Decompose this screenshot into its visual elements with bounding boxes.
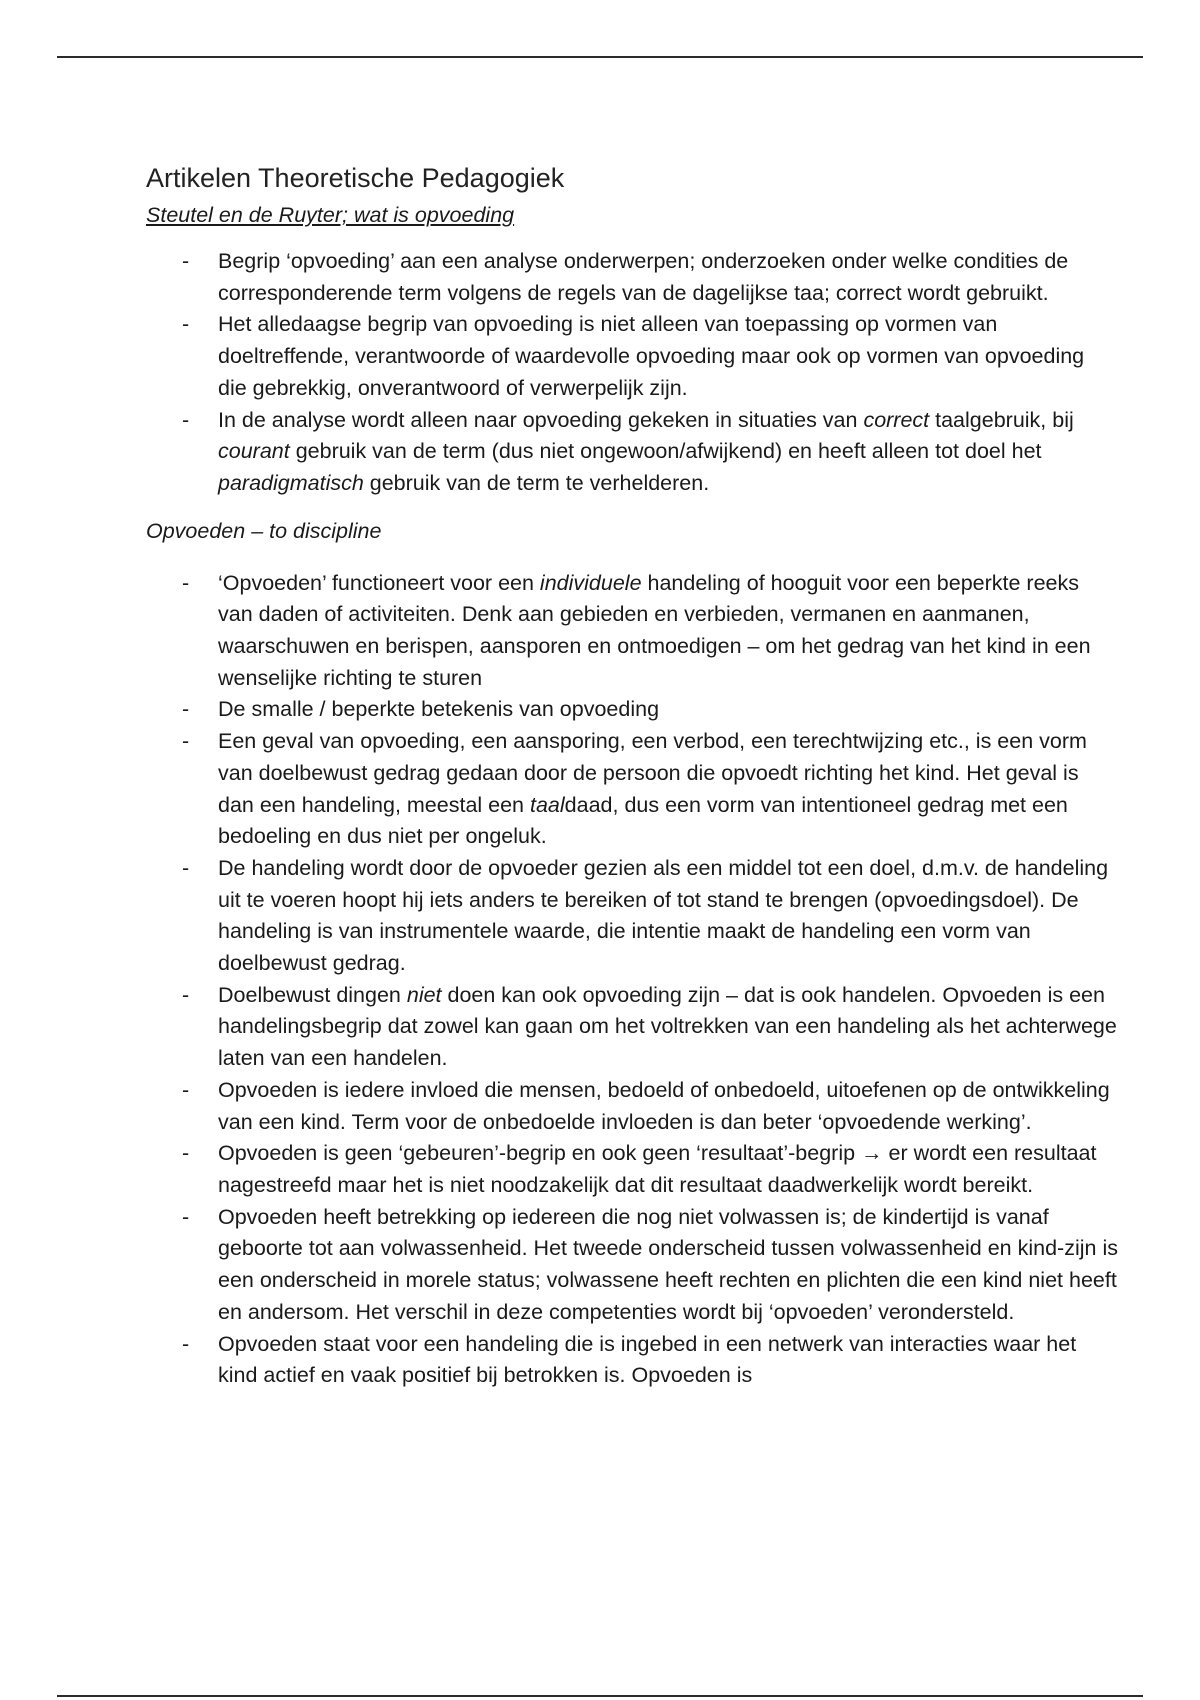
bullet-dash: - <box>182 855 190 880</box>
list-item-text: Doelbewust dingen niet doen kan ook opvoeding zijn – dat is ook handelen. Opvoeden is een handelingsbegrip dat zowel kan gaan om het voltrekken van een handeling als het achterwege laten van een handelen. <box>218 982 1117 1071</box>
bullet-dash: - <box>182 1141 190 1166</box>
list-item <box>146 980 1118 1075</box>
emphasis: niet <box>406 982 442 1007</box>
document-page <box>146 160 1118 1392</box>
list-item-text: Het alledaagse begrip van opvoeding is niet alleen van toepassing op vormen van doeltreffende, verantwoorde of waardevolle opvoeding maar ook op vormen van opvoeding die gebrekkig, onverantwoord of verwerpelijk zijn. <box>218 312 1085 400</box>
list-item-text: De handeling wordt door de opvoeder gezien als een middel tot een doel, d.m.v. de handeling uit te voeren hoopt hij iets anders te bereiken of tot stand te brengen (opvoedingsdoel). De handeling is van instrumentele waarde, die intentie maakt de handeling een vorm van doelbewust gedrag. <box>218 855 1109 976</box>
emphasis: courant <box>218 439 290 464</box>
emphasis: taal <box>530 792 565 817</box>
list-item-text: De smalle / beperkte betekenis van opvoeding <box>218 697 660 722</box>
bullet-dash: - <box>182 982 190 1007</box>
list-item <box>146 309 1118 404</box>
list-item <box>146 568 1118 695</box>
section-heading-steutel: Steutel en de Ruyter; wat is opvoeding <box>146 203 515 227</box>
list-item-text: Opvoeden is iedere invloed die mensen, bedoeld of onbedoeld, uitoefenen op de ontwikkeling van een kind. Term voor de onbedoelde invloeden is dan beter ‘opvoedende werking’. <box>218 1077 1110 1134</box>
list-item-text: ‘Opvoeden’ functioneert voor een individuele handeling of hooguit voor een beperkte reeks van daden of activiteiten. Denk aan gebieden en verbieden, vermanen en aanmanen, waarschuwen en berispen, aansporen en ontmoedigen – om het gedrag van het kind in een wenselijke richting te sturen <box>218 570 1091 690</box>
bullet-dash: - <box>182 697 190 722</box>
list-item <box>146 726 1118 853</box>
list-item <box>146 405 1118 500</box>
bullet-dash: - <box>182 1204 190 1229</box>
list-item <box>146 853 1118 980</box>
bullet-dash: - <box>182 729 190 754</box>
section1-list <box>146 246 1085 500</box>
emphasis: individuele <box>539 570 642 595</box>
bullet-dash: - <box>182 312 190 337</box>
bullet-dash: - <box>182 407 190 432</box>
emphasis: correct <box>863 407 930 432</box>
bullet-dash: - <box>182 570 190 595</box>
top-divider <box>57 56 1143 58</box>
section2-list <box>146 568 1118 1392</box>
document-title: Artikelen Theoretische Pedagogiek <box>146 163 565 193</box>
list-item <box>146 694 1118 726</box>
list-item-text: In de analyse wordt alleen naar opvoeding gekeken in situaties van correct taalgebruik, bij courant gebruik van de term (dus niet ongewoon/afwijkend) en heeft alleen tot doel het paradigmatisch gebruik van de term te verhelderen. <box>218 407 1074 495</box>
list-item-text: Een geval van opvoeding, een aansporing, een verbod, een terechtwijzing etc., is een vorm van doelbewust gedrag gedaan door de persoon die opvoedt richting het kind. Het geval is dan een handeling, meestal een taaldaad, dus een vorm van intentioneel gedrag met een bedoeling en dus niet per ongeluk. <box>218 729 1087 849</box>
list-item <box>146 1329 1118 1392</box>
list-item-text: Opvoeden staat voor een handeling die is ingebed in een netwerk van interacties waar het kind actief en vaak positief bij betrokken is. Opvoeden is <box>218 1331 1077 1388</box>
list-item-text: Opvoeden heeft betrekking op iedereen die nog niet volwassen is; de kindertijd is vanaf geboorte tot aan volwassenheid. Het tweede onderscheid tussen volwassenheid en kind-zijn is een onderscheid in morele status; volwassene heeft rechten en plichten die een kind niet heeft en andersom. Het verschil in deze competenties wordt bij ‘opvoeden’ verondersteld. <box>218 1204 1118 1324</box>
bullet-dash: - <box>182 1331 190 1356</box>
list-item <box>146 1138 1118 1201</box>
section-heading-opvoeden: Opvoeden – to discipline <box>146 518 382 543</box>
list-item-text: Begrip ‘opvoeding’ aan een analyse onderwerpen; onderzoeken onder welke condities de corresponderende term volgens de regels van de dagelijkse taa; correct wordt gebruikt. <box>218 249 1069 305</box>
list-item <box>146 1202 1118 1329</box>
list-item <box>146 246 1118 309</box>
list-item-text: Opvoeden is geen ‘gebeuren’-begrip en ook geen ‘resultaat’-begrip → er wordt een resultaat nagestreefd maar het is niet noodzakelijk dat dit resultaat daadwerkelijk wordt bereikt. <box>218 1141 1097 1197</box>
emphasis: paradigmatisch <box>218 470 364 495</box>
bullet-dash: - <box>182 249 190 273</box>
list-item <box>146 1075 1118 1138</box>
bullet-dash: - <box>182 1077 190 1102</box>
bottom-divider <box>57 1695 1143 1697</box>
